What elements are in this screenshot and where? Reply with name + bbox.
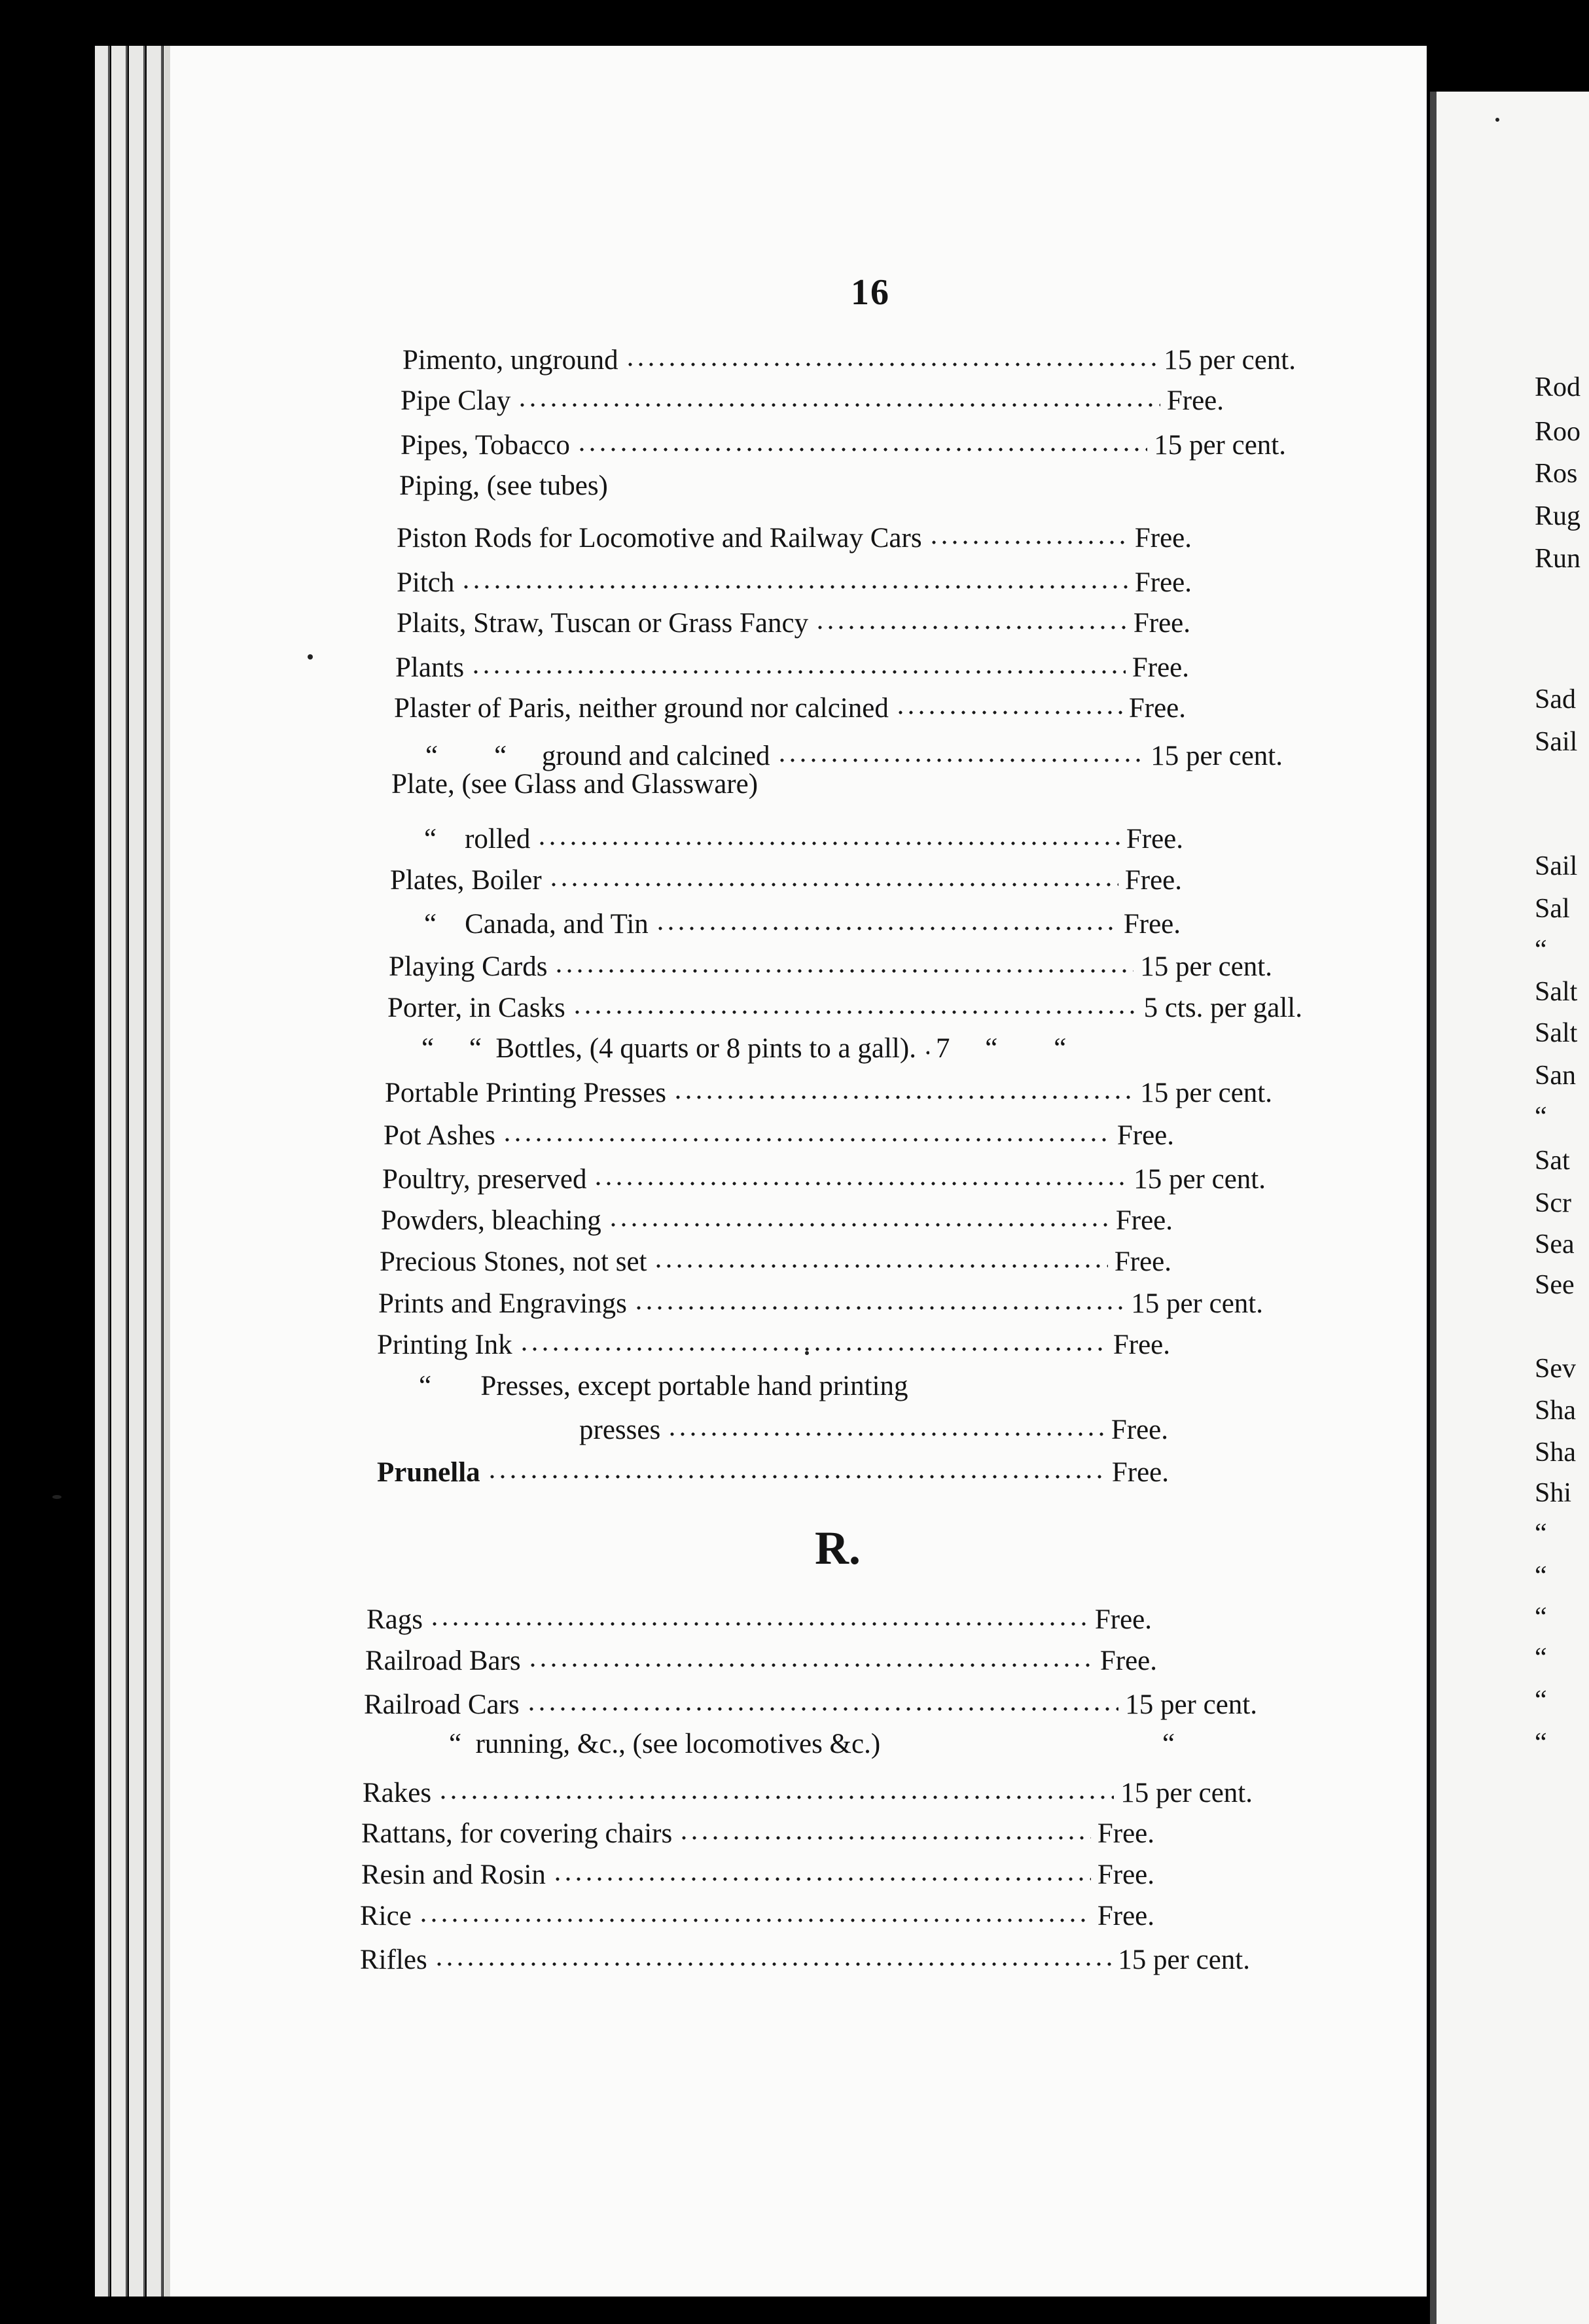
- list-item: [366, 1600, 1152, 1639]
- dot-leader: [577, 448, 1147, 451]
- dot-leader: [655, 926, 1117, 930]
- item-duty: Free.: [1097, 1859, 1154, 1890]
- item-duty: Free.: [1123, 908, 1181, 940]
- fragment-text: Salt: [1535, 977, 1578, 1007]
- item-label: Porter, in Casks: [387, 992, 565, 1023]
- item-duty: 5 cts. per gall.: [1143, 992, 1302, 1023]
- item-label: Rakes: [363, 1777, 432, 1808]
- dot-leader: [673, 1095, 1134, 1099]
- fragment-text: See: [1535, 1270, 1575, 1300]
- item-duty: 15 per cent.: [1118, 1944, 1250, 1975]
- fragment-text: Sal: [1535, 894, 1570, 924]
- list-item: [380, 1242, 1171, 1281]
- dot-leader: [552, 1877, 1091, 1881]
- fragment-text: Sat: [1535, 1146, 1570, 1176]
- list-item: [397, 603, 1190, 643]
- item-label: Plaster of Paris, neither ground nor calcined: [394, 692, 889, 724]
- list-item: [382, 1159, 1266, 1199]
- item-label: Rags: [366, 1604, 423, 1635]
- dot-leader: [526, 1707, 1119, 1711]
- item-label: Piping, (see tubes): [399, 470, 608, 501]
- fragment-text: Sha: [1535, 1396, 1576, 1426]
- list-item: [360, 1896, 1154, 1935]
- item-duty: 15 per cent.: [1151, 740, 1283, 771]
- fragment-text: Salt: [1535, 1018, 1578, 1048]
- item-duty: 15 per cent.: [1140, 951, 1272, 982]
- item-label: Plates, Boiler: [390, 864, 542, 896]
- list-item: [402, 340, 1296, 379]
- item-label: “ “ Bottles, (4 quarts or 8 pints to a gall).: [421, 1032, 916, 1064]
- item-label: Rifles: [360, 1944, 427, 1975]
- dot-leader: [923, 1051, 929, 1055]
- item-duty: “: [1162, 1728, 1175, 1759]
- list-item: [385, 1073, 1272, 1112]
- fragment-text: “: [1535, 1602, 1547, 1632]
- fragment-text: “: [1535, 1519, 1547, 1549]
- item-duty: Free.: [1134, 567, 1192, 598]
- item-duty: Free.: [1115, 1205, 1173, 1236]
- list-item: [419, 1366, 1073, 1405]
- dot-leader: [572, 1010, 1137, 1014]
- item-duty: Free.: [1111, 1456, 1169, 1488]
- list-item: [397, 563, 1192, 602]
- item-duty: 7 “ “: [935, 1032, 1067, 1064]
- list-item: [389, 947, 1272, 986]
- fragment-text: Roo: [1535, 417, 1581, 447]
- item-label: Prints and Engravings: [378, 1288, 627, 1319]
- item-label: Resin and Rosin: [361, 1859, 546, 1890]
- item-label: Rice: [360, 1900, 412, 1931]
- list-item: [395, 648, 1189, 687]
- list-item: [377, 1452, 1169, 1492]
- list-item: [394, 688, 1186, 728]
- scan-speck: [308, 654, 313, 660]
- fragment-text: Sail: [1535, 727, 1578, 757]
- dot-leader: [517, 403, 1160, 407]
- list-item: [449, 1724, 1267, 1763]
- list-item: [361, 1855, 1154, 1894]
- item-label: Railroad Bars: [365, 1645, 521, 1676]
- dot-leader: [593, 1182, 1127, 1186]
- fragment-text: “: [1535, 1728, 1547, 1758]
- item-label: Powders, bleaching: [381, 1205, 601, 1236]
- dot-leader: [777, 758, 1145, 762]
- page-stack-edge: [95, 46, 110, 2297]
- item-label: Printing Ink: [377, 1329, 512, 1360]
- section-heading-r: R.: [815, 1522, 861, 1574]
- item-duty: 15 per cent.: [1164, 344, 1296, 376]
- item-label: Plaits, Straw, Tuscan or Grass Fancy: [397, 607, 809, 639]
- item-duty: Free.: [1128, 692, 1186, 724]
- dot-leader: [502, 1138, 1111, 1142]
- item-label: Prunella: [377, 1456, 480, 1488]
- item-label: Plate, (see Glass and Glassware): [391, 768, 759, 800]
- item-duty: Free.: [1126, 823, 1183, 854]
- list-item: [391, 764, 915, 803]
- list-item: [401, 425, 1286, 465]
- item-duty: 15 per cent.: [1134, 1163, 1266, 1195]
- list-item: [360, 1940, 1250, 1979]
- list-item: [378, 1284, 1263, 1323]
- fragment-text: Rug: [1535, 501, 1581, 531]
- list-item: [397, 518, 1192, 557]
- fragment-text: Rod: [1535, 372, 1581, 402]
- item-duty: Free.: [1097, 1900, 1154, 1931]
- list-item: [387, 988, 1302, 1027]
- dot-leader: [895, 711, 1122, 714]
- item-label: presses: [579, 1414, 661, 1445]
- page-stack-edge: [147, 46, 163, 2297]
- scan-speck: [1495, 118, 1499, 122]
- item-duty: 15 per cent.: [1140, 1077, 1272, 1108]
- dot-leader: [429, 1622, 1088, 1626]
- fragment-text: Sev: [1535, 1354, 1576, 1384]
- dot-leader: [554, 969, 1134, 973]
- item-duty: Free.: [1124, 864, 1182, 896]
- fragment-text: “: [1535, 935, 1547, 965]
- fragment-text: San: [1535, 1061, 1576, 1091]
- list-item: [424, 819, 1183, 858]
- item-duty: 15 per cent.: [1154, 429, 1286, 461]
- item-label: “ Presses, except portable hand printing: [419, 1370, 908, 1401]
- item-duty: Free.: [1114, 1246, 1171, 1277]
- list-item: [579, 1410, 1168, 1449]
- dot-leader: [487, 1475, 1105, 1479]
- list-item: [361, 1814, 1154, 1853]
- item-label: Portable Printing Presses: [385, 1077, 666, 1108]
- list-item: [401, 381, 1224, 420]
- item-label: Pipes, Tobacco: [401, 429, 570, 461]
- fragment-text: Scr: [1535, 1188, 1571, 1218]
- scan-speck: [805, 1351, 809, 1355]
- dot-leader: [815, 625, 1127, 629]
- fragment-text: “: [1535, 1561, 1547, 1591]
- dot-leader: [527, 1663, 1094, 1667]
- dot-leader: [667, 1432, 1105, 1436]
- page-stack-edge: [129, 46, 145, 2297]
- item-duty: Free.: [1116, 1119, 1174, 1151]
- item-duty: Free.: [1132, 652, 1189, 683]
- page-stack-edge: [111, 46, 128, 2297]
- item-label: Rattans, for covering chairs: [361, 1818, 673, 1849]
- item-label: “ Canada, and Tin: [424, 908, 649, 940]
- fragment-text: “: [1535, 1685, 1547, 1716]
- item-label: Playing Cards: [389, 951, 548, 982]
- list-item: [377, 1325, 1170, 1364]
- scan-speck: [52, 1495, 62, 1499]
- item-duty: Free.: [1094, 1604, 1152, 1635]
- list-item: [384, 1116, 1174, 1155]
- item-duty: 15 per cent.: [1131, 1288, 1263, 1319]
- dot-leader: [653, 1264, 1107, 1268]
- item-duty: Free.: [1099, 1645, 1157, 1676]
- list-item: [365, 1641, 1157, 1680]
- dot-leader: [679, 1836, 1091, 1840]
- fragment-text: Sail: [1535, 851, 1578, 881]
- list-item: [363, 1773, 1253, 1812]
- item-duty: Free.: [1166, 385, 1224, 416]
- item-label: Pot Ashes: [384, 1119, 495, 1151]
- fragment-text: “: [1535, 1102, 1547, 1132]
- item-label: Poultry, preserved: [382, 1163, 587, 1195]
- dot-leader: [438, 1795, 1114, 1799]
- fragment-text: Sha: [1535, 1437, 1576, 1468]
- item-label: Pimento, unground: [402, 344, 618, 376]
- list-item: [364, 1685, 1257, 1724]
- list-item: [421, 1029, 1259, 1068]
- dot-leader: [608, 1223, 1109, 1227]
- item-label: Pitch: [397, 567, 455, 598]
- list-item: [399, 466, 792, 505]
- fragment-text: Ros: [1535, 459, 1578, 489]
- dot-leader: [548, 883, 1118, 887]
- dot-leader: [625, 362, 1158, 366]
- fragment-text: Run: [1535, 544, 1581, 574]
- page-number: 16: [851, 272, 890, 313]
- list-item: [390, 860, 1182, 900]
- item-duty: Free.: [1111, 1414, 1168, 1445]
- dot-leader: [461, 585, 1128, 589]
- fragment-text: “: [1535, 1643, 1547, 1673]
- item-label: “ running, &c., (see locomotives &c.): [449, 1728, 881, 1759]
- dot-leader: [537, 841, 1119, 845]
- dot-leader: [519, 1347, 1107, 1351]
- fragment-text: Shi: [1535, 1478, 1572, 1508]
- list-item: [381, 1201, 1173, 1240]
- item-label: Pipe Clay: [401, 385, 511, 416]
- item-duty: 15 per cent.: [1120, 1777, 1253, 1808]
- dot-leader: [434, 1962, 1112, 1966]
- dot-leader: [471, 670, 1126, 674]
- list-item: [424, 904, 1181, 943]
- fragment-text: Sea: [1535, 1229, 1575, 1259]
- item-label: Piston Rods for Locomotive and Railway Cars: [397, 522, 922, 554]
- item-duty: Free.: [1134, 522, 1192, 554]
- dot-leader: [418, 1918, 1091, 1922]
- fragment-text: Sad: [1535, 684, 1576, 714]
- item-duty: Free.: [1113, 1329, 1170, 1360]
- dot-leader: [929, 540, 1128, 544]
- item-label: Plants: [395, 652, 465, 683]
- item-label: “ rolled: [424, 823, 531, 854]
- item-duty: Free.: [1097, 1818, 1154, 1849]
- item-label: Railroad Cars: [364, 1689, 520, 1720]
- item-label: Precious Stones, not set: [380, 1246, 647, 1277]
- item-label: “ “ ground and calcined: [425, 740, 770, 771]
- dot-leader: [634, 1306, 1124, 1310]
- item-duty: 15 per cent.: [1125, 1689, 1257, 1720]
- item-duty: Free.: [1133, 607, 1190, 639]
